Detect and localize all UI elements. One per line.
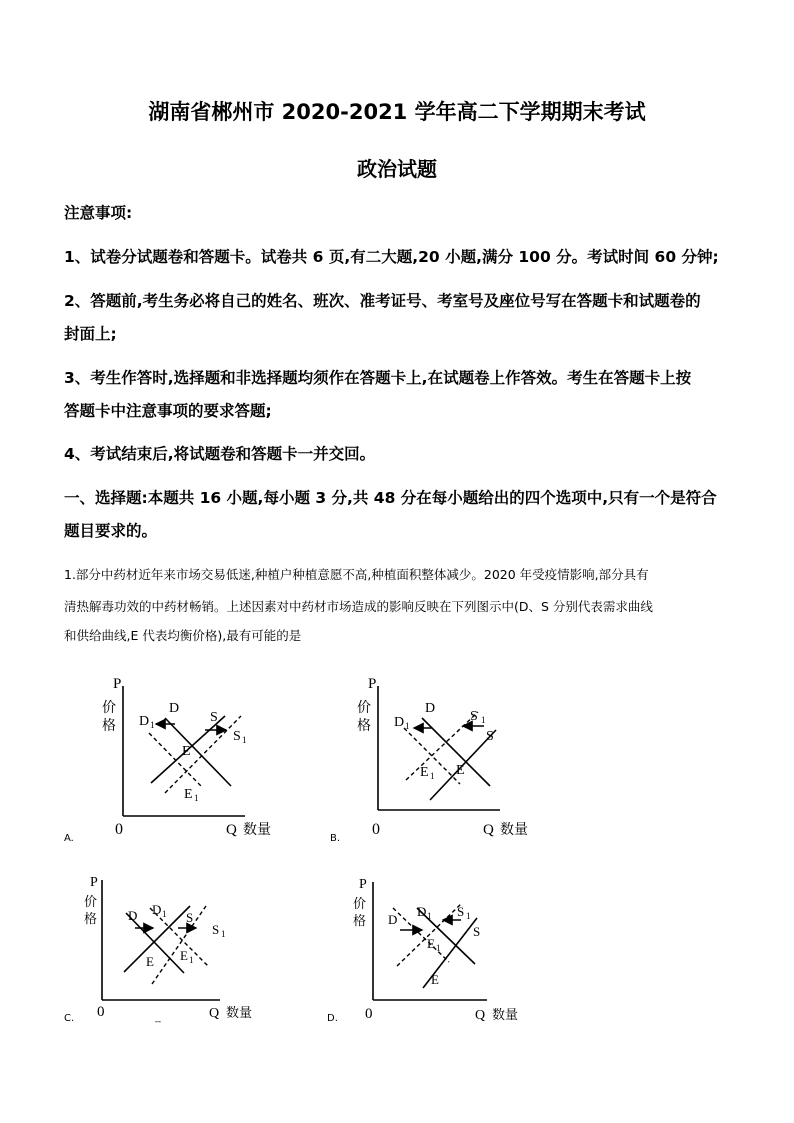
price-label-1: 价 — [84, 894, 98, 909]
section-heading-line-2: 题目要求的。 — [64, 522, 158, 540]
question-1-line-3: 和供给曲线,E 代表均衡价格),最有可能的是 — [64, 628, 302, 643]
label-e1: E — [427, 936, 435, 951]
graph-option-b — [350, 668, 550, 848]
notice-item-1: 1、试卷分试题卷和答题卡。试卷共 6 页,有二大题,20 小题,满分 100 分。考试时间 60 分钟; — [64, 248, 719, 266]
label-e: E — [456, 763, 465, 778]
price-label-2: 格 — [357, 719, 371, 734]
notice-item-2-line-2: 封面上; — [64, 325, 117, 343]
p-label: P — [368, 676, 377, 692]
supply-curve-s1 — [165, 716, 241, 793]
subscript-1: 1 — [427, 911, 432, 921]
label-e: E — [431, 972, 439, 987]
label-d: D — [388, 912, 398, 927]
option-a-label: A. — [64, 833, 74, 844]
question-1-line-1: 1.部分中药材近年来市场交易低迷,种植户种植意愿不高,种植面积整体减少。2020 年受疫情影响,部分具有 — [64, 567, 649, 582]
origin-label: 0 — [365, 1006, 373, 1022]
label-s: S — [210, 710, 218, 725]
graph-option-d — [345, 868, 545, 1028]
price-label-2: 格 — [353, 913, 367, 928]
price-label-2: 格 — [84, 911, 98, 926]
question-1-line-2: 清热解毒功效的中药材畅销。上述因素对中药材市场造成的影响反映在下列图示中(D、S 分别代表需求曲线 — [64, 599, 653, 614]
label-e: E — [182, 744, 191, 759]
label-d: D — [425, 701, 436, 716]
label-s1: S — [233, 729, 241, 744]
label-e: E — [146, 954, 154, 969]
subscript-1: 1 — [481, 715, 486, 725]
subscript-1: 1 — [194, 793, 199, 803]
origin-label: 0 — [115, 821, 123, 838]
p-label: P — [359, 877, 367, 892]
label-e1: E — [184, 787, 193, 802]
notice-item-3-line-1: 3、考生作答时,选择题和非选择题均须作在答题卡上,在试题卷上作答效。考生在答题卡上按 — [64, 369, 692, 387]
label-d1: D — [417, 904, 427, 919]
notice-item-4: 4、考试结束后,将试题卷和答题卡一并交回。 — [64, 445, 376, 463]
graph-option-a — [95, 668, 295, 848]
option-b-label: B. — [330, 833, 341, 844]
option-d-label: D. — [327, 1013, 338, 1024]
notice-item-2-line-1: 2、答题前,考生务必将自己的姓名、班次、准考证号、考室号及座位号写在答题卡和试题卷的 — [64, 292, 701, 310]
p-label: P — [113, 676, 122, 692]
label-e1: E — [420, 765, 429, 780]
label-d1: D — [139, 714, 150, 729]
q-label: Q — [483, 822, 494, 838]
label-d1: D — [152, 902, 162, 917]
subscript-1: 1 — [405, 721, 410, 731]
subscript-1: 1 — [150, 720, 155, 730]
notice-heading: 注意事项: — [64, 204, 133, 222]
option-c-label: C. — [64, 1013, 75, 1024]
quantity-label: 数量 — [492, 1007, 519, 1022]
price-label-1: 价 — [357, 701, 371, 716]
q-label: Q — [226, 822, 237, 838]
label-s1: S — [470, 709, 478, 724]
subscript-1: 1 — [221, 929, 226, 939]
label-d1: D — [394, 715, 405, 730]
origin-label: 0 — [372, 821, 380, 838]
label-s1: S — [457, 904, 465, 919]
supply-curve-s1 — [406, 712, 478, 780]
section-heading-line-1: 一、选择题:本题共 16 小题,每小题 3 分,共 48 分在每小题给出的四个选项中,只有一个是符合 — [64, 489, 717, 507]
subscript-1: 1 — [242, 735, 247, 745]
q-label: Q — [475, 1008, 486, 1023]
exam-subtitle: 政治试题 — [357, 157, 437, 181]
price-label-2: 格 — [102, 719, 116, 734]
graph-option-c — [80, 868, 280, 1028]
label-d: D — [128, 908, 138, 923]
label-s1: S — [212, 922, 220, 937]
subscript-1: 1 — [162, 909, 167, 919]
quantity-label: 数量 — [500, 823, 528, 838]
label-s: S — [473, 924, 481, 939]
p-label: P — [90, 875, 98, 890]
subscript-1: 1 — [436, 943, 441, 953]
label-d: D — [169, 701, 180, 716]
q-label: Q — [209, 1006, 220, 1021]
subscript-1: 1 — [466, 911, 471, 921]
demand-curve-d — [165, 718, 231, 786]
price-label-1: 价 — [353, 896, 367, 911]
exam-title: 湖南省郴州市 2020-2021 学年高二下学期期末考试 — [148, 100, 646, 124]
quantity-label: 数量 — [226, 1005, 253, 1020]
notice-item-3-line-2: 答题卡中注意事项的要求答题; — [64, 402, 272, 420]
label-s: S — [486, 729, 494, 744]
label-s: S — [186, 910, 194, 925]
origin-label: 0 — [97, 1004, 105, 1020]
price-label-1: 价 — [102, 701, 116, 716]
label-e1: E — [180, 948, 188, 963]
subscript-1: 1 — [189, 955, 194, 965]
subscript-1: 1 — [430, 771, 435, 781]
stray-mark: -- — [155, 1016, 161, 1026]
quantity-label: 数量 — [243, 823, 271, 838]
